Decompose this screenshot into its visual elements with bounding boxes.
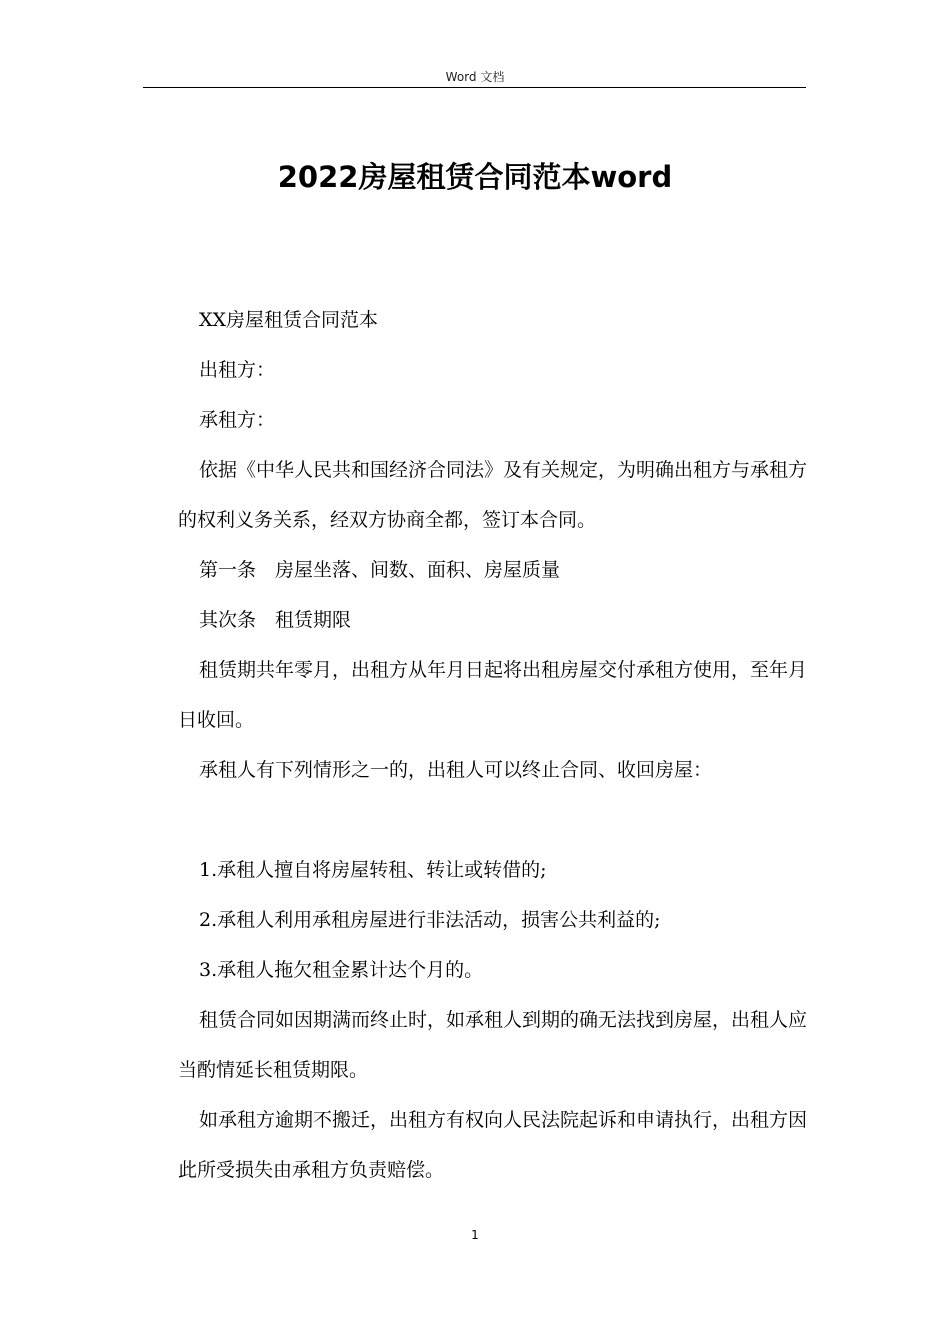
paragraph-termination-conditions: 承租人有下列情形之一的，出租人可以终止合同、收回房屋： [199,759,713,781]
list-item-2: 2.承租人利用承租房屋进行非法活动，损害公共利益的; [199,909,661,931]
list-item-1: 1.承租人擅自将房屋转租、转让或转借的; [199,859,547,881]
paragraph-lease-term: 租赁期共年零月，出租方从年月日起将出租房屋交付承租方使用，至年月日收回。 [178,659,808,731]
paragraph-lessor: 出租方： [199,359,276,381]
document-body [178,295,810,1195]
header-divider [143,87,806,88]
paragraph-overdue-vacating: 如承租方逾期不搬迁，出租方有权向人民法院起诉和申请执行，出租方因此所受损失由承租方负责赔偿。 [178,1109,808,1181]
paragraph-contract-name: XX房屋租赁合同范本 [199,309,379,331]
paragraph-article-1: 第一条 房屋坐落、间数、面积、房屋质量 [199,559,561,581]
page-number: 1 [471,1228,479,1242]
document-title: 2022房屋租赁合同范本word [277,160,673,194]
paragraph-basis: 依据《中华人民共和国经济合同法》及有关规定，为明确出租方与承租方的权利义务关系，经双方协商全都，签订本合同。 [178,459,808,531]
paragraph-lease-extension: 租赁合同如因期满而终止时，如承租人到期的确无法找到房屋，出租人应当酌情延长租赁期限。 [178,1009,808,1081]
paragraph-article-2: 其次条 租赁期限 [199,609,352,631]
blank-line [178,795,810,845]
paragraph-lessee: 承租方： [199,409,276,431]
page-header: Word 文档 [445,70,505,84]
list-item-3: 3.承租人拖欠租金累计达个月的。 [199,959,484,981]
